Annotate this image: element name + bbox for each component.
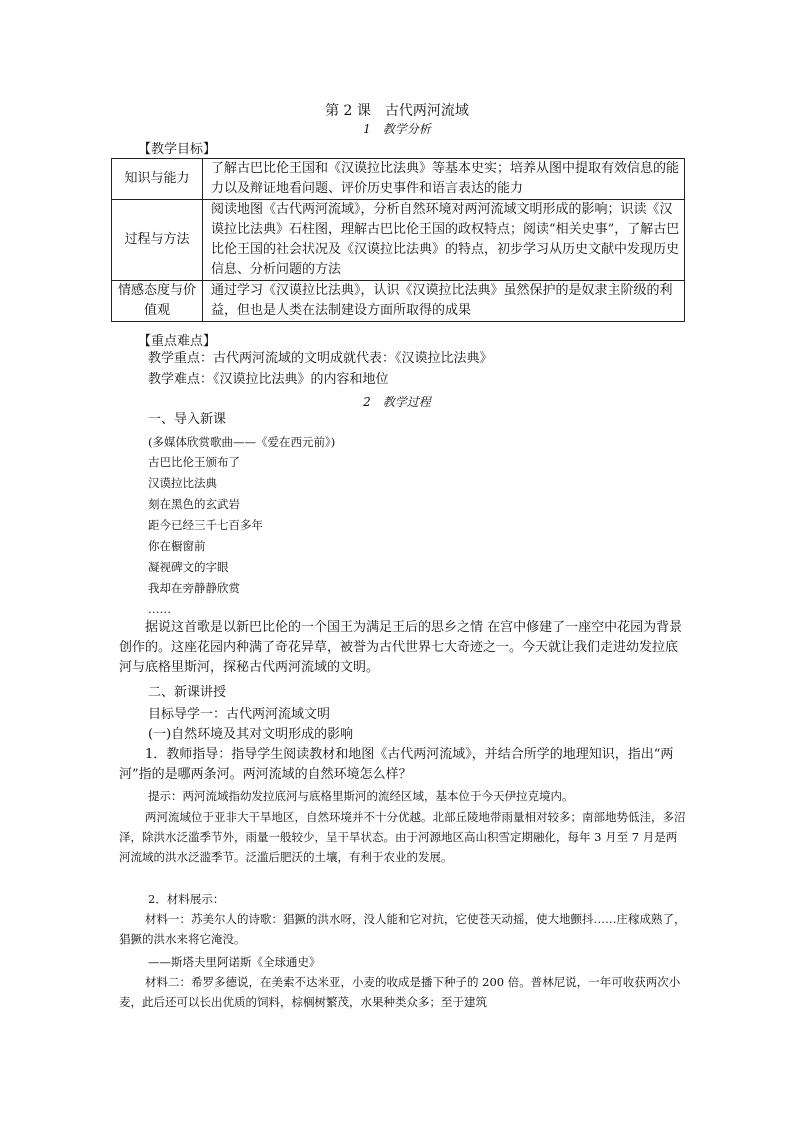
target-heading: 目标导学一：古代两河流域文明 bbox=[148, 707, 331, 722]
goals-row-head: 知识与能力 bbox=[112, 159, 203, 200]
lyric-line: 距今已经三千七百多年 bbox=[148, 518, 263, 532]
section-teaching-analysis: 1 教学分析 bbox=[363, 122, 431, 136]
goals-row-body: 通过学习《汉谟拉比法典》，认识《汉谟拉比法典》虽然保护的是奴隶主阶级的利益，但也是人类在法制建设方面所取得的成果 bbox=[203, 281, 685, 322]
goals-row-head: 情感态度与价值观 bbox=[112, 281, 203, 322]
lyric-line: 凝视碑文的字眼 bbox=[148, 560, 229, 574]
goals-row bbox=[112, 159, 685, 200]
new-lesson-heading: 二、新课讲授 bbox=[148, 685, 227, 700]
goals-row-head: 过程与方法 bbox=[112, 200, 203, 281]
hint-line: 提示：两河流域指幼发拉底河与底格里斯河的流经区域，基本位于今天伊拉克境内。 bbox=[148, 789, 574, 803]
lyric-line: 古巴比伦王颁布了 bbox=[148, 455, 240, 469]
key-difficulty: 教学难点：《汉谟拉比法典》的内容和地位 bbox=[148, 372, 389, 387]
lyric-line: 我却在旁静静欣赏 bbox=[148, 581, 240, 595]
goals-row-body: 阅读地图《古代两河流域》，分析自然环境对两河流域文明形成的影响；识读《汉谟拉比法典》石柱图，理解古巴比伦王国的政权特点；阅读“相关史事”，了解古巴比伦王国的社会状况及《汉谟拉比法典》的特点，初步学习从历史文献中发现历史信息、分析问题的方法 bbox=[203, 200, 685, 281]
song-note: (多媒体欣赏歌曲——《爱在西元前》) bbox=[148, 435, 336, 449]
lyric-line: 刻在黑色的玄武岩 bbox=[148, 497, 240, 511]
lyric-line: 你在橱窗前 bbox=[148, 539, 206, 553]
intro-heading: 一、导入新课 bbox=[148, 412, 227, 427]
question-2: 2．材料展示： bbox=[148, 892, 225, 906]
hint-paragraph: 两河流域位于亚非大干旱地区，自然环境并不十分优越。北部丘陵地带雨量相对较多；南部地势低洼，多沼泽，除洪水泛滥季节外，雨量一般较少，呈干旱状态。由于河源地区高山积雪定期融化，每年 3 月至 7 月是两河流域的洪水泛滥季节。泛滥后肥沃的土壤，有利于农业的发展。 bbox=[119, 810, 686, 864]
lyric-line: 汉谟拉比法典 bbox=[148, 476, 217, 490]
lyric-line: …… bbox=[148, 602, 171, 616]
goals-row bbox=[112, 281, 685, 322]
material-1-source: ——斯塔夫里阿诺斯《全球通史》 bbox=[148, 955, 321, 969]
material-2: 材料二：希罗多德说，在美索不达米亚，小麦的收成是播下种子的 200 倍。普林尼说，一年可收获两次小麦，此后还可以长出优质的饲料，棕榈树繁茂，水果种类众多；至于建筑 bbox=[119, 975, 681, 1009]
intro-paragraph: 据说这首歌是以新巴比伦的一个国王为满足王后的思乡之情 在宫中修建了一座空中花园为背景创作的。这座花园内种满了奇花异草，被誉为古代世界七大奇迹之一。今天就让我们走进幼发拉底河与底格里斯河，探秘古代两河流域的文明。 bbox=[119, 620, 683, 675]
subsection-heading: (一)自然环境及其对文明形成的影响 bbox=[148, 727, 354, 742]
lesson-title: 第 2 课 古代两河流域 bbox=[325, 103, 469, 119]
goals-label: 【教学目标】 bbox=[138, 142, 217, 157]
section-teaching-process: 2 教学过程 bbox=[363, 395, 431, 409]
key-focus: 教学重点：古代两河流域的文明成就代表：《汉谟拉比法典》 bbox=[148, 351, 493, 366]
goals-table bbox=[111, 158, 685, 322]
song-lyrics bbox=[148, 452, 263, 620]
focus-label: 【重点难点】 bbox=[138, 334, 217, 349]
goals-row bbox=[112, 200, 685, 281]
goals-row-body: 了解古巴比伦王国和《汉谟拉比法典》等基本史实；培养从图中提取有效信息的能力以及辩证地看问题、评价历史事件和语言表达的能力 bbox=[203, 159, 685, 200]
material-1: 材料一：苏美尔人的诗歌：猖獗的洪水呀，没人能和它对抗，它使苍天动摇，使大地颤抖……庄稼成熟了，猖獗的洪水来将它淹没。 bbox=[119, 912, 686, 946]
question-1: 1．教师指导：指导学生阅读教材和地图《古代两河流域》，并结合所学的地理知识，指出“两河”指的是哪两条河。两河流域的自然环境怎么样？ bbox=[119, 747, 674, 782]
